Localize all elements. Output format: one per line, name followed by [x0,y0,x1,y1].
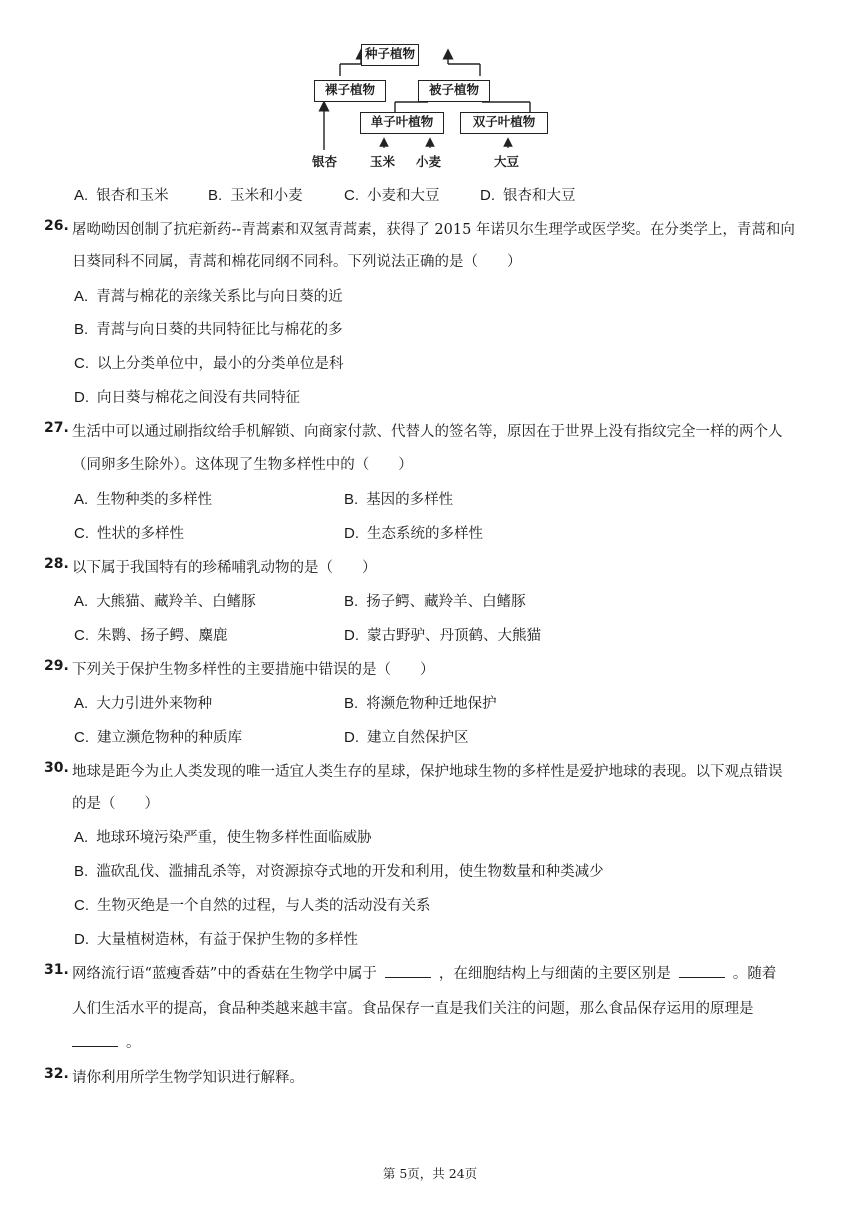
q32-stem-line1: 请你利用所学生物学知识进行解释。 [72,1070,304,1086]
q30-option-b[interactable]: B. 滥砍乱伐、滥捕乱杀等，对资源掠夺式地的开发和利用，使生物数量和种类减少 [74,863,604,880]
q31-stem-line2: 人们生活水平的提高，食品种类越来越丰富。食品保存一直是我们关注的问题，那么食品保存运用的原理是 [72,1001,754,1017]
q31-part2: ，在细胞结构上与细菌的主要区别是 [438,966,671,982]
q27-option-d[interactable]: D. 生态系统的多样性 [344,525,483,542]
q31-stem-line1 [72,962,776,983]
q31-part3: 。随着 [732,966,777,982]
q27-option-b[interactable]: B. 基因的多样性 [344,491,454,508]
diagram-gymnosperm-box: 裸子植物 [314,80,386,102]
q30-option-d[interactable]: D. 大量植树造林，有益于保护生物的多样性 [74,931,358,948]
q28-option-a[interactable]: A. 大熊猫、藏羚羊、白鳍豚 [74,593,256,610]
q29-number: 29. [44,658,69,674]
q31-blank-1[interactable] [385,965,431,978]
q30-option-c[interactable]: C. 生物灭绝是一个自然的过程，与人类的活动没有关系 [74,897,431,914]
q27-stem-line2: （同卵多生除外）。这体现了生物多样性中的（ ） [72,457,413,473]
q29-option-b[interactable]: B. 将濒危物种迁地保护 [344,695,497,712]
q29-option-c[interactable]: C. 建立濒危物种的种质库 [74,729,242,746]
q30-number: 30. [44,760,69,776]
q31-blank-3[interactable] [72,1034,118,1047]
q29-option-d[interactable]: D. 建立自然保护区 [344,729,469,746]
q25-option-b[interactable]: B. 玉米和小麦 [208,187,303,204]
diagram-angiosperm-box: 被子植物 [418,80,490,102]
page-footer: 第 5页，共 24页 [382,1166,478,1181]
q27-stem-line1: 生活中可以通过刷指纹给手机解锁、向商家付款、代替人的签名等，原因在于世界上没有指纹完全一样的两个人 [72,424,783,440]
q26-option-d[interactable]: D. 向日葵与棉花之间没有共同特征 [74,389,300,406]
q30-option-a[interactable]: A. 地球环境污染严重，使生物多样性面临威胁 [74,829,372,846]
q30-stem-line1: 地球是距今为止人类发现的唯一适宜人类生存的星球，保护地球生物的多样性是爱护地球的表现。以下观点错误 [72,764,783,780]
diagram-leaf-soybean: 大豆 [494,154,520,169]
diagram-dicot-box: 双子叶植物 [460,112,548,134]
q25-option-a[interactable]: A. 银杏和玉米 [74,187,169,204]
q26-number: 26. [44,218,69,234]
q27-option-c[interactable]: C. 性状的多样性 [74,525,184,542]
q28-option-d[interactable]: D. 蒙古野驴、丹顶鹤、大熊猫 [344,627,541,644]
q26-stem-line1: 屠呦呦因创制了抗疟新药--青蒿素和双氢青蒿素，获得了 2015 年诺贝尔生理学或医学奖。在分类学上，青蒿和向 [72,222,795,238]
q31-stem-line3 [72,1031,141,1052]
q27-number: 27. [44,420,69,436]
q29-option-a[interactable]: A. 大力引进外来物种 [74,695,213,712]
diagram-leaf-corn: 玉米 [370,154,396,169]
q29-stem-line1: 下列关于保护生物多样性的主要措施中错误的是（ ） [72,662,435,678]
q28-option-c[interactable]: C. 朱鹮、扬子鳄、麋鹿 [74,627,228,644]
diagram-monocot-box: 单子叶植物 [360,112,444,134]
q26-option-a[interactable]: A. 青蒿与棉花的亲缘关系比与向日葵的近 [74,288,343,305]
q27-option-a[interactable]: A. 生物种类的多样性 [74,491,213,508]
diagram-root-box: 种子植物 [361,44,419,66]
diagram-leaf-wheat: 小麦 [416,154,442,169]
q31-blank-2[interactable] [679,965,725,978]
q30-stem-line2: 的是（ ） [72,796,159,812]
q31-line3-end: 。 [126,1035,141,1051]
q25-option-c[interactable]: C. 小麦和大豆 [344,187,440,204]
q26-stem-line2: 日葵同科不同属，青蒿和棉花同纲不同科。下列说法正确的是（ ） [72,254,522,270]
q26-option-c[interactable]: C. 以上分类单位中，最小的分类单位是科 [74,355,344,372]
q28-option-b[interactable]: B. 扬子鳄、藏羚羊、白鳍豚 [344,593,526,610]
q28-stem-line1: 以下属于我国特有的珍稀哺乳动物的是（ ） [72,560,377,576]
q31-part1: 网络流行语“蓝瘦香菇”中的香菇在生物学中属于 [72,966,377,982]
q28-number: 28. [44,556,69,572]
diagram-leaf-ginkgo: 银杏 [312,154,338,169]
q31-number: 31. [44,962,69,978]
q32-number: 32. [44,1066,69,1082]
q25-option-d[interactable]: D. 银杏和大豆 [480,187,576,204]
q26-option-b[interactable]: B. 青蒿与向日葵的共同特征比与棉花的多 [74,321,343,338]
